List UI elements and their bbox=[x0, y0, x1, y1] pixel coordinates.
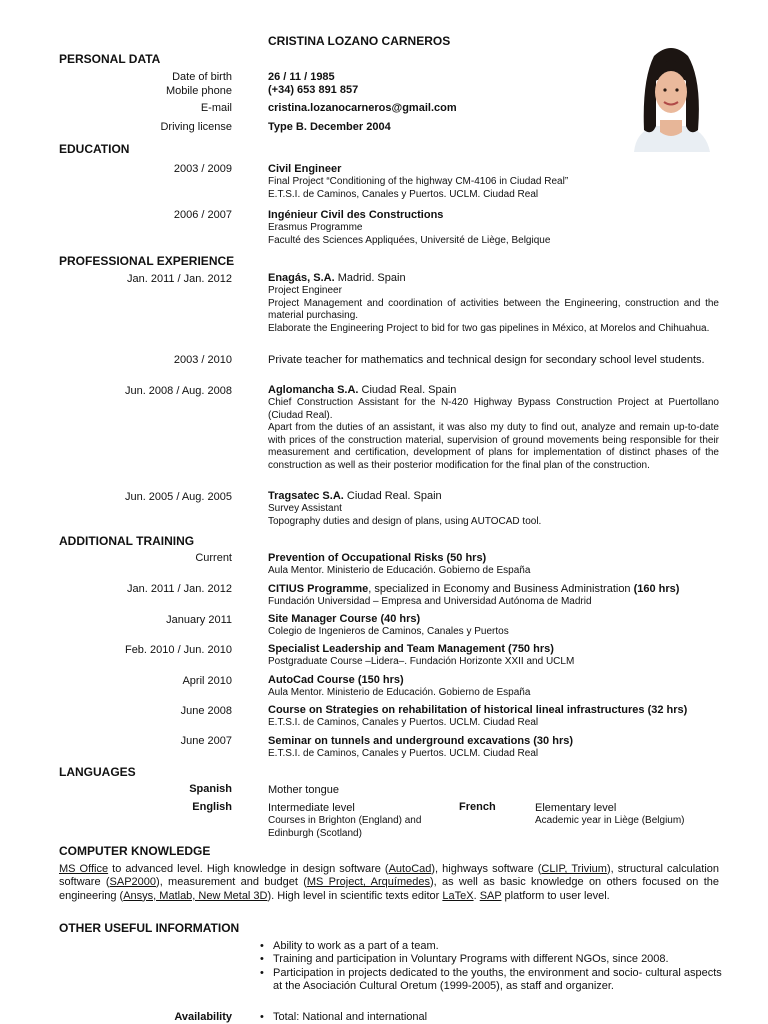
license-value: Type B. December 2004 bbox=[268, 121, 391, 133]
training-item bbox=[268, 735, 719, 761]
training-date: Current bbox=[195, 552, 232, 564]
exp-company: Enagás, S.A. bbox=[268, 272, 335, 284]
exp-date: Jun. 2008 / Aug. 2008 bbox=[124, 385, 232, 397]
language-english: English bbox=[192, 801, 232, 813]
exp-company: Tragsatec S.A. bbox=[268, 490, 344, 502]
spanish-level: Mother tongue bbox=[268, 784, 339, 796]
exp-date: Jun. 2005 / Aug. 2005 bbox=[124, 491, 232, 503]
training-item bbox=[268, 643, 719, 669]
training-sub: Aula Mentor. Ministerio de Educación. Gobierno de España bbox=[268, 687, 531, 698]
exp-item bbox=[268, 354, 719, 367]
training-title: CITIUS Programme bbox=[268, 583, 369, 595]
exp-desc: Topography duties and design of plans, using AUTOCAD tool. bbox=[268, 515, 542, 527]
training-sub: Postgraduate Course –Lidera–. Fundación Horizonte XXII and UCLM bbox=[268, 656, 575, 667]
ck-text: to advanced level. High knowledge in design software ( bbox=[108, 863, 389, 875]
experience-heading: PROFESSIONAL EXPERIENCE bbox=[59, 254, 235, 268]
exp-desc: Project Management and coordination of activities between the Engineering, construction and the material purchasing. bbox=[268, 297, 719, 322]
skill-ansys: Ansys, Matlab, New Metal 3D bbox=[123, 889, 268, 902]
personal-data-heading: PERSONAL DATA bbox=[59, 52, 161, 66]
training-heading: ADDITIONAL TRAINING bbox=[59, 534, 195, 548]
edu-title: Ingénieur Civil des Constructions bbox=[268, 209, 444, 221]
training-title: AutoCad Course (150 hrs) bbox=[268, 674, 404, 686]
edu-item bbox=[268, 163, 719, 201]
exp-item bbox=[268, 384, 719, 473]
training-title: Prevention of Occupational Risks (50 hrs) bbox=[268, 552, 487, 564]
exp-role: Chief Construction Assistant for the N-420 Highway Bypass Construction Project at Puertollano (Ciudad Real). bbox=[268, 397, 719, 421]
education-heading: EDUCATION bbox=[59, 142, 130, 156]
edu-title: Civil Engineer bbox=[268, 163, 342, 175]
skill-autocad: AutoCad bbox=[388, 863, 432, 875]
training-sub: Colegio de Ingenieros de Caminos, Canales y Puertos bbox=[268, 626, 509, 637]
license-label: Driving license bbox=[160, 121, 232, 133]
training-desc: , specialized in Economy and Business Administration bbox=[368, 583, 634, 595]
exp-place: Madrid. Spain bbox=[334, 272, 406, 284]
training-date: June 2008 bbox=[180, 705, 232, 717]
exp-place: Ciudad Real. Spain bbox=[343, 490, 442, 502]
training-sub: E.T.S.I. de Caminos, Canales y Puertos. UCLM. Ciudad Real bbox=[268, 748, 539, 759]
edu-line: Faculté des Sciences Appliquées, Université de Liège, Belgique bbox=[268, 234, 551, 246]
exp-item bbox=[268, 272, 719, 335]
ck-text: ), structural calculation software ( bbox=[59, 863, 720, 889]
training-date: April 2010 bbox=[182, 675, 232, 687]
availability-label: Availability bbox=[174, 1011, 232, 1023]
edu-date: 2003 / 2009 bbox=[173, 163, 232, 175]
exp-company: Aglomancha S.A. bbox=[268, 384, 359, 396]
other-heading: OTHER USEFUL INFORMATION bbox=[59, 921, 240, 935]
skill-clip-trivium: CLIP, Trivium bbox=[541, 863, 607, 875]
list-item: • Ability to work as a part of a team. bbox=[260, 940, 730, 953]
ck-text: platform to user level. bbox=[501, 889, 610, 902]
edu-line: Erasmus Programme bbox=[268, 222, 363, 233]
ck-text: ), measurement and budget ( bbox=[156, 876, 307, 889]
phone-label: Mobile phone bbox=[165, 85, 232, 97]
training-sub: E.T.S.I. de Caminos, Canales y Puertos. UCLM. Ciudad Real bbox=[268, 717, 539, 728]
edu-item bbox=[268, 209, 719, 247]
computer-heading: COMPUTER KNOWLEDGE bbox=[59, 844, 211, 858]
computer-knowledge-text bbox=[59, 863, 719, 903]
french-level: Elementary level bbox=[535, 802, 617, 814]
training-sub: Fundación Universidad – Empresa and Universidad Autónoma de Madrid bbox=[268, 596, 592, 607]
availability-value: • Total: National and international bbox=[260, 1011, 730, 1024]
exp-desc: Private teacher for mathematics and technical design for secondary school level students. bbox=[268, 354, 705, 366]
training-item bbox=[268, 674, 719, 700]
training-title: Course on Strategies on rehabilitation of historical lineal infrastructures (32 hrs) bbox=[268, 704, 688, 716]
exp-date: Jan. 2011 / Jan. 2012 bbox=[127, 273, 232, 285]
candidate-name: CRISTINA LOZANO CARNEROS bbox=[268, 34, 451, 48]
phone-value: (+34) 653 891 857 bbox=[268, 84, 359, 96]
english-info bbox=[268, 801, 453, 840]
skill-sap: SAP bbox=[479, 889, 502, 902]
exp-role: Project Engineer bbox=[268, 285, 342, 296]
edu-date: 2006 / 2007 bbox=[173, 209, 232, 221]
language-spanish: Spanish bbox=[189, 783, 232, 795]
portrait-image bbox=[624, 40, 718, 152]
training-date: Jan. 2011 / Jan. 2012 bbox=[127, 583, 232, 595]
language-french: French bbox=[459, 801, 496, 813]
training-title: Site Manager Course (40 hrs) bbox=[268, 613, 421, 625]
training-hours: (160 hrs) bbox=[633, 583, 680, 595]
dob-label: Date of birth bbox=[172, 71, 232, 83]
training-item bbox=[268, 583, 719, 609]
profile-photo bbox=[624, 40, 718, 152]
exp-role: Survey Assistant bbox=[268, 503, 342, 514]
ck-text: ), as well as basic knowledge on others focused on the engineering ( bbox=[59, 876, 720, 902]
ck-text: ), highways software ( bbox=[431, 863, 542, 875]
french-note: Academic year in Liège (Belgium) bbox=[535, 815, 685, 826]
edu-line: E.T.S.I. de Caminos, Canales y Puertos. UCLM. Ciudad Real bbox=[268, 188, 539, 200]
skill-sap2000: SAP2000 bbox=[109, 876, 157, 889]
edu-line: Final Project “Conditioning of the highway CM-4106 in Ciudad Real” bbox=[268, 176, 569, 187]
email-label: E-mail bbox=[200, 102, 232, 114]
english-level: Intermediate level bbox=[268, 802, 355, 814]
training-title: Seminar on tunnels and underground excavations (30 hrs) bbox=[268, 735, 574, 747]
email-value[interactable]: cristina.lozanocarneros@gmail.com bbox=[268, 102, 457, 114]
list-item: • Participation in projects dedicated to the youths, the environment and socio- cultural aspects at the Asociación Cultural Oretum (1999-2005), as staff and organizer. bbox=[260, 967, 730, 994]
training-title: Specialist Leadership and Team Management (750 hrs) bbox=[268, 643, 554, 655]
other-bullets bbox=[260, 940, 730, 994]
training-date: January 2011 bbox=[166, 614, 232, 626]
training-item bbox=[268, 704, 719, 730]
training-item bbox=[268, 613, 719, 639]
skill-ms-project: MS Project, Arquímedes bbox=[306, 876, 430, 889]
ck-text: . bbox=[473, 889, 480, 902]
french-info bbox=[535, 801, 719, 828]
exp-item bbox=[268, 490, 719, 528]
ck-text: ). High level in scientific texts editor bbox=[267, 889, 443, 902]
exp-desc: Apart from the duties of an assistant, it was also my duty to find out, analyze and remain up-to-date with prices of the construction material, supervision of ground movements being responsible for their measurement and certification, development of plans for implementation of distinct phases of the construction as well as their posterior modification for the final plan of the construction. bbox=[268, 422, 719, 471]
languages-heading: LANGUAGES bbox=[59, 765, 136, 779]
training-sub: Aula Mentor. Ministerio de Educación. Gobierno de España bbox=[268, 565, 531, 576]
skill-ms-office: MS Office bbox=[59, 863, 109, 875]
training-item bbox=[268, 552, 719, 578]
list-item: • Training and participation in Voluntary Programs with different NGOs, since 2008. bbox=[260, 953, 730, 966]
availability-list bbox=[260, 1011, 730, 1024]
english-note: Courses in Brighton (England) and bbox=[268, 815, 422, 826]
exp-desc: Elaborate the Engineering Project to bid for two gas pipelines in México, at Morelos and Chihuahua. bbox=[268, 322, 710, 334]
english-note: Edinburgh (Scotland) bbox=[268, 827, 362, 839]
exp-date: 2003 / 2010 bbox=[173, 354, 232, 366]
skill-latex: LaTeX bbox=[442, 889, 474, 902]
training-date: June 2007 bbox=[180, 735, 232, 747]
exp-place: Ciudad Real. Spain bbox=[358, 384, 457, 396]
training-date: Feb. 2010 / Jun. 2010 bbox=[124, 644, 232, 656]
dob-value: 26 / 11 / 1985 bbox=[268, 71, 335, 83]
